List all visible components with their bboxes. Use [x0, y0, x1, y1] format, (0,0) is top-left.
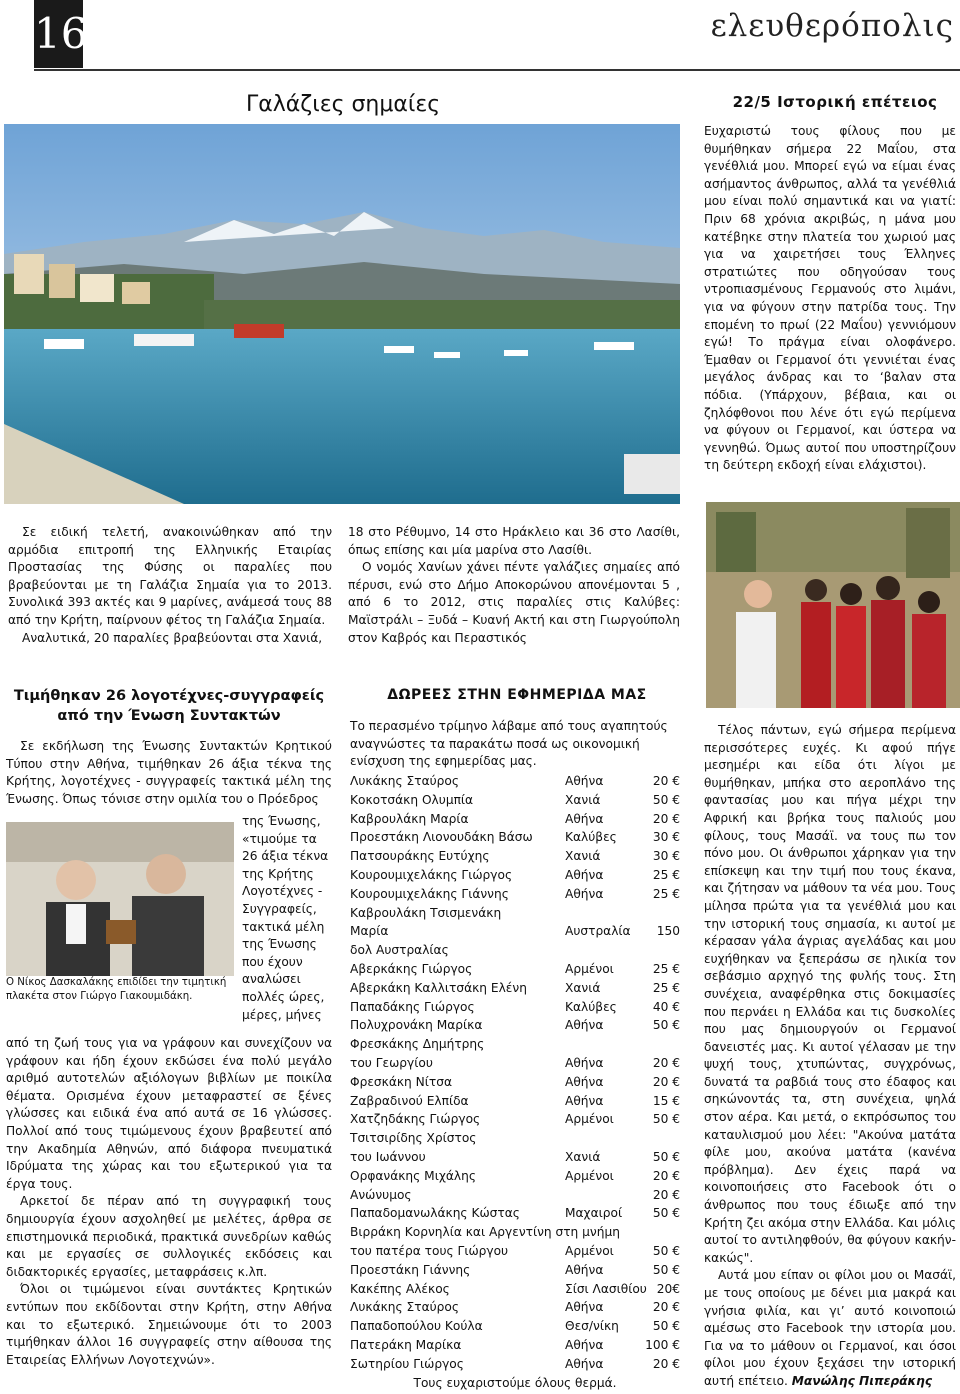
- donation-row: [350, 772, 680, 791]
- publication-title: ελευθερόπολις: [710, 8, 954, 44]
- donation-row: [350, 960, 680, 979]
- donation-row: [350, 1223, 680, 1242]
- donation-row: [350, 904, 680, 923]
- donation-amount: 50 €: [652, 1018, 680, 1033]
- donation-row: [350, 810, 680, 829]
- donation-row: [350, 941, 680, 960]
- side-line: αναλώσει: [242, 972, 301, 987]
- donation-name: Λυκάκης Σταύρος: [350, 774, 460, 788]
- donation-amount: 50 €: [652, 792, 680, 807]
- article3-title-line1: Τιμήθηκαν 26 λογοτέχνες-συγγραφείς: [13, 688, 325, 704]
- donation-amount: 25 €: [652, 886, 680, 901]
- donation-city: Αθήνα: [565, 1018, 604, 1033]
- donation-row: [350, 1110, 680, 1129]
- article1-col2: [348, 524, 680, 647]
- donation-name: Κοκοτσάκη Ολυμπία: [350, 792, 474, 807]
- donation-amount: 50 €: [652, 1244, 680, 1258]
- donation-row: [350, 1092, 680, 1111]
- article1-para3: 18 στο Ρέθυμνο, 14 στο Ηράκλειο και 36 στο Λασίθι, όπως επίσης και μία μαρίνα στο Λασίθι.: [348, 525, 680, 557]
- donation-row: [350, 1204, 680, 1223]
- donation-city: Χανιά: [565, 1150, 601, 1164]
- donation-row: [350, 1317, 680, 1336]
- donation-row: [350, 1129, 680, 1148]
- donation-city: Αρμένοι: [565, 962, 614, 976]
- article3-title: [6, 686, 332, 726]
- side-line: της Κρήτης: [242, 866, 314, 881]
- donation-row: [350, 1280, 680, 1299]
- harbor-photo: [4, 124, 680, 504]
- donation-amount: 50 €: [652, 1206, 680, 1221]
- donation-city: Αρμένοι: [565, 1244, 614, 1258]
- donation-city: Χανιά: [565, 792, 601, 807]
- donation-amount: 50 €: [652, 1112, 680, 1127]
- article1-para2: Αναλυτικά, 20 παραλίες βραβεύονται στα Χανιά,: [22, 630, 323, 645]
- donation-name: Βιρράκη Κορνηλία και Αργεντίνη στη μνήμη: [350, 1225, 620, 1240]
- side-line: μέρες, μήνες: [242, 1007, 322, 1022]
- donation-name: Φρεσκάκης Δημήτρης: [350, 1037, 485, 1052]
- article1-para1: Σε ειδική τελετή, ανακοινώθηκαν από την αρμόδια επιτροπή της Ελληνικής Εταιρίας Προστασίας της Φύσης οι παραλίες που βραβεύονται με τη Γαλάζια Σημαία για το 2013. Συνολικά 393 ακτές και 9 μαρίνες, ανάμεσά τους 88 από την Κρήτη, παίρνουν φέτος τη Γαλάζια Σημαία.: [8, 525, 332, 627]
- donations-title: ΔΩΡΕΕΣ ΣΤΗΝ ΕΦΗΜΕΡΙΔΑ ΜΑΣ: [387, 687, 647, 703]
- donation-name: Πολυχρονάκη Μαρίκα: [350, 1018, 483, 1033]
- donation-row: [350, 1148, 680, 1167]
- donation-amount: 20 €: [652, 1300, 680, 1315]
- donation-name: του πατέρα τους Γιώργου: [350, 1244, 509, 1258]
- article1-col1: [8, 524, 332, 647]
- donation-name: του Γεωργίου: [350, 1056, 433, 1070]
- article2-body: [704, 123, 956, 475]
- donation-row: [350, 847, 680, 866]
- donation-name: Τσιτσιρίδης Χρίστος: [350, 1131, 477, 1146]
- donation-row: [350, 1035, 680, 1054]
- donation-amount: 25 €: [652, 962, 680, 976]
- article3-intro-text: Σε εκδήλωση της Ένωσης Συντακτών Κρητικού Τύπου στην Αθήνα, τιμήθηκαν 26 άξια τέκνα της Κρήτης, λογοτέχνες - συγγραφείς τακτικά μέλη της Ένωσης. Όπως τόνισε στην ομιλία του ο Πρόεδρος: [6, 739, 332, 806]
- side-line: 26 άξια τέκνα: [242, 849, 329, 864]
- donation-name: Προεστάκη Λιονουδάκη Βάσω: [350, 830, 533, 845]
- side-line: «τιμούμε τα: [242, 831, 317, 846]
- donation-city: Αρμένοι: [565, 1168, 614, 1183]
- donation-amount: 25 €: [652, 868, 680, 882]
- donation-row: [350, 791, 680, 810]
- donation-name: δολ Αυστραλίας: [350, 943, 449, 958]
- donation-amount: 20 €: [652, 1056, 680, 1070]
- award-photo: [6, 822, 234, 976]
- donation-name: Ανώνυμος: [350, 1187, 412, 1202]
- article2-para3-text: Αυτά μου είπαν οι φίλοι μου οι Μασάϊ, με τους οποίους με δένει μια μακρά και γνήσια φιλία, και γι’ αυτό κοινοποιώ αμέσως στο Facebook την ιστορία μου. Για να το μάθουν οι Γερμανοί, και όσοι φίλοι μου έχουν ξεχάσει την ιστορική αυτή επέτειο.: [704, 1268, 956, 1388]
- donation-name: Μαρία: [350, 924, 389, 939]
- article2-para3: [704, 1267, 956, 1390]
- donation-row: [350, 1073, 680, 1092]
- page-number: 16: [34, 0, 83, 68]
- donation-row: [350, 1054, 680, 1073]
- donation-name: Αβερκάκη Καλλιτσάκη Ελένη: [350, 980, 527, 995]
- donation-city: Αθήνα: [565, 1093, 604, 1108]
- donations-intro: Το περασμένο τρίμηνο λάβαμε από τους αγαπητούς αναγνώστες τα παρακάτω ποσά ως οικονομική ενίσχυση της εφημερίδας μας.: [350, 719, 668, 769]
- article-title-anniversary: 22/5 Ιστορική επέτειος: [732, 93, 938, 111]
- donation-city: Αθήνα: [565, 868, 604, 882]
- donation-row: [350, 979, 680, 998]
- donation-amount: 20 €: [652, 1187, 680, 1202]
- donation-amount: 50 €: [652, 1319, 680, 1334]
- side-line: που έχουν: [242, 954, 303, 969]
- donation-city: Καλύβες: [565, 830, 617, 845]
- donation-row: [350, 1298, 680, 1317]
- donation-amount: 20 €: [652, 774, 680, 788]
- donation-city: Αθήνα: [565, 1300, 604, 1315]
- donation-amount: 50 €: [652, 1262, 680, 1277]
- donation-amount: 20€: [656, 1281, 680, 1296]
- donation-name: Παπαδάκης Γιώργος: [350, 999, 475, 1014]
- donation-city: Σίσι Λασιθίου: [565, 1281, 647, 1296]
- article3-para1: από τη ζωή τους για να γράφουν και συνεχίζουν να γράφουν και ήδη έχουν εκδώσει ένα πολύ μεγάλο αριθμό αυτοτελών αξιόλογων βιβλίων με ποικίλα θέματα. Ορισμένα έχουν μεταφραστεί σε ξένες γλώσσες και ειδικά ένα από αυτά σε 16 γλώσσες. Πολλοί από τους τιμώμενους έχουν βραβευτεί από την Ακαδημία Αθηνών, από διάφορα πνευματικά Ιδρύματα της χώρας και του εξωτερικού για τα έργα τους.: [6, 1036, 332, 1191]
- donation-name: Παπαδοπούλου Κούλα: [350, 1319, 483, 1334]
- donation-amount: 50 €: [652, 1150, 680, 1164]
- article1-para4: Ο νομός Χανίων χάνει πέντε γαλάζιες σημαίες από πέρυσι, ενώ στο Δήμο Αποκορώνου απονέμονται 5 , από 6 το 2012, στις παραλίες στις Καλύβες: Μαϊστράλι – Ξυδά – Κυανή Ακτή και στη Γιωργούπολη στον Καβρός και Περαστικός: [348, 560, 680, 645]
- donation-city: Χανιά: [565, 849, 601, 864]
- header-rule: [34, 69, 960, 71]
- donation-name: Φρεσκάκη Νίτσα: [350, 1074, 452, 1089]
- article3-side-column: [242, 813, 332, 1024]
- donation-name: Καβρουλάκη Τσισμενάκη: [350, 905, 502, 920]
- donation-city: Αθήνα: [565, 1262, 604, 1277]
- donation-city: Αυστραλία: [565, 924, 631, 939]
- maasai-photo: [706, 502, 960, 708]
- donation-city: Αθήνα: [565, 1338, 604, 1352]
- donation-city: Αθήνα: [565, 811, 604, 826]
- donation-row: [350, 1167, 680, 1186]
- article3-para3: Όλοι οι τιμώμενοι είναι συντάκτες Κρητικών εντύπων που εκδίδονται στην Κρήτη, στην Αθήνα και το εξωτερικό. Σημειώνουμε ότι το 2003 τιμήθηκαν άλλοι 16 συγγραφείς στην αίθουσα της Εταιρείας Ελλήνων Λογοτεχνών».: [6, 1282, 332, 1367]
- donation-amount: 20 €: [652, 1356, 680, 1371]
- donation-city: Αθήνα: [565, 1356, 604, 1371]
- donation-name: Κουρουμιχελάκης Γιάννης: [350, 886, 509, 901]
- side-line: πολλές ώρες,: [242, 989, 325, 1004]
- donation-name: Αβερκάκης Γιώργος: [350, 962, 473, 976]
- donation-amount: 40 €: [652, 999, 680, 1014]
- donation-city: Χανιά: [565, 980, 601, 995]
- article-title-blue-flags: Γαλάζιες σημαίες: [246, 92, 441, 117]
- donation-amount: 30 €: [652, 830, 680, 845]
- side-line: Λογοτέχνες -: [242, 884, 323, 899]
- donation-name: Ορφανάκης Μιχάλης: [350, 1168, 476, 1183]
- side-line: τακτικά μέλη: [242, 919, 325, 934]
- donation-name: Ζαβραδινού Ελπίδα: [350, 1093, 469, 1108]
- donation-city: Αθήνα: [565, 1074, 604, 1089]
- article3-title-line2: από την Ένωση Συντακτών: [57, 708, 281, 724]
- donation-name: Πατεράκη Μαρίκα: [350, 1338, 462, 1352]
- donation-city: Μαχαιροί: [565, 1206, 623, 1221]
- donation-city: Αρμένοι: [565, 1112, 614, 1127]
- donation-name: Καβρουλάκη Μαρία: [350, 811, 469, 826]
- side-line: της Ένωσης: [242, 937, 317, 952]
- donation-city: Καλύβες: [565, 999, 617, 1014]
- article3-intro: [6, 738, 332, 808]
- award-photo-caption: Ο Νίκος Δασκαλάκης επιδίδει την τιμητική πλακέτα στον Γιώργο Γιακουμιδάκη.: [6, 977, 227, 1002]
- donation-name: Σωτηρίου Γιώργος: [350, 1356, 464, 1371]
- donation-amount: 20 €: [652, 811, 680, 826]
- donation-amount: 150: [656, 924, 680, 939]
- donation-amount: 20 €: [652, 1074, 680, 1089]
- side-line: Συγγραφείς,: [242, 901, 317, 916]
- article2-continuation: [704, 722, 956, 1391]
- donation-row: [350, 1355, 680, 1374]
- donation-amount: 30 €: [652, 849, 680, 864]
- donations-thanks: Τους ευχαριστούμε όλους θερμά.: [413, 1376, 617, 1390]
- donation-name: Κακέπης Αλέκος: [350, 1281, 450, 1296]
- article2-author: Μανώλης Πιπεράκης: [791, 1373, 933, 1388]
- article3-para2: Αρκετοί δε πέραν από τη συγγραφική τους δημιουργία έχουν ασχοληθεί με μελέτες, άρθρα σε επιστημονικά περιοδικά, πρακτικά συνεδρίων καθώς και με εργασίες σε συλλογικές εκδόσεις και διδακτορικές εργασίες, μεταφράσεις κ.λπ.: [6, 1194, 332, 1279]
- donation-name: Κουρουμιχελάκης Γιώργος: [350, 868, 513, 882]
- donation-row: [350, 922, 680, 941]
- donation-row: [350, 1016, 680, 1035]
- donation-name: Πατσουράκης Ευτύχης: [350, 849, 490, 864]
- donation-name: του Ιωάννου: [350, 1150, 426, 1164]
- donation-row: [350, 885, 680, 904]
- donation-city: Αθήνα: [565, 886, 604, 901]
- donation-city: Αθήνα: [565, 1056, 604, 1070]
- donation-row: [350, 1261, 680, 1280]
- article2-para1: Ευχαριστώ τους φίλους που με θυμήθηκαν σήμερα 22 Μαΐου, στα γενέθλιά μου. Μπορεί εγώ να είμαι ένας ασήμαντος άνθρωπος, αλλά τα γενέθλιά μου είναι πολύ σημαντικά και να γιατί: Πριν 68 χρόνια ακριβώς, η μάνα μου κατέβηκε στην πλατεία του χωριού μας για να χαιρετήσει τους Έλληνες στρατιώτες που οδηγούσαν τους ντροπιασμένους Γερμανούς στο λιμάνι, για να φύγουν στην πατρίδα τους. Την επομένη το πρωί (22 Μαΐου) γεννιόμουν εγώ! Το πράγμα είναι ολοφάνερο. Έμαθαν οι Γερμανοί ότι γεννιέται ένας μεγάλος άνδρας και το ‘βαλαν στα πόδια. (Υπάρχουν, βέβαια, και οι ζηλόφθονοι που λένε ότι εγώ περίμενα να φύγουν οι Γερμανοί, και ύστερα να γεννηθώ. Όμως αυτοί που υποστηρίζουν τη δεύτερη εκδοχή είναι ελάχιστοι).: [704, 124, 956, 473]
- donation-name: Παπαδομανωλάκης Κώστας: [350, 1206, 520, 1221]
- donation-amount: 25 €: [652, 980, 680, 995]
- donation-name: Χατζηδάκης Γιώργος: [350, 1112, 481, 1127]
- donation-amount: 20 €: [652, 1168, 680, 1183]
- donation-name: Προεστάκη Γιάννης: [350, 1262, 471, 1277]
- donation-row: [350, 1336, 680, 1355]
- donation-city: Θεσ/νίκη: [565, 1319, 619, 1334]
- donation-row: [350, 1242, 680, 1261]
- donation-amount: 100 €: [645, 1338, 680, 1352]
- side-line: της Ένωσης,: [242, 814, 321, 828]
- donation-city: Αθήνα: [565, 774, 604, 788]
- article2-para2: Τέλος πάντων, εγώ σήμερα περίμενα περισσότερες ευχές. Κι αφού πήγε μεσημέρι και είδα ότι λίγοι με θυμήθηκαν, μπήκα στο αεροπλάνο της φαντασίας μου και πήγα μέχρι την Αφρική και βρήκα τους παλιούς μου φίλους, τους Μασάϊ. να τους πω τον πόνο μου. Οι άνθρωποι χάρηκαν για την επίσκεψη και την τιμή που τους έκανα, και ζήτησαν να μάθουν τα νέα μου. Τους μίλησα πρώτα για τα γενέθλιά μου και την ιστορική τους σημασία, κι αυτοί με κέρασαν γάλα άγριας αγελάδας και μου ευχήθηκαν να ξεπεράσω σε ηλικία τον σεβάσμιο αρχηγό της φυλής τους. Στη συνέχεια, αναφέρθηκα στις δοκιμασίες που περνάει η Ελλάδα και τις δυσκολίες που μας δημιουργούν οι Γερμανοί δανειστές μας. Κι αυτοί γέλασαν με την ψυχή τους, χτυπώντας, συγχρόνως, δυνατά τα ραβδιά τους στο έδαφος και σηκώνοντάς τα, στη συνέχεια, ψηλά στον αέρα. Και μετά, ο εκπρόσωπος του καταυλισμού μου λέει: "Ακούνα ματάτα φίλε μου, ακούνα ματάτα (κανένα πρόβλημα). Δεν έχεις παρά να κοινοποιήσεις στο Facebook ότι ο άνθρωπος που τους έδιωξε από την Κρήτη ζει ακόμα στην Ελλάδα. Και μόλις αυτοί το αντιληφθούν, θα φύγουν κακήν-κακώς".: [704, 723, 956, 1265]
- donation-row: [350, 1186, 680, 1205]
- donation-row: [350, 998, 680, 1017]
- donation-row: [350, 828, 680, 847]
- article3-body: [6, 1035, 332, 1369]
- donation-name: Λυκάκης Σταύρος: [350, 1300, 460, 1315]
- donation-row: [350, 866, 680, 885]
- donation-amount: 15 €: [652, 1093, 680, 1108]
